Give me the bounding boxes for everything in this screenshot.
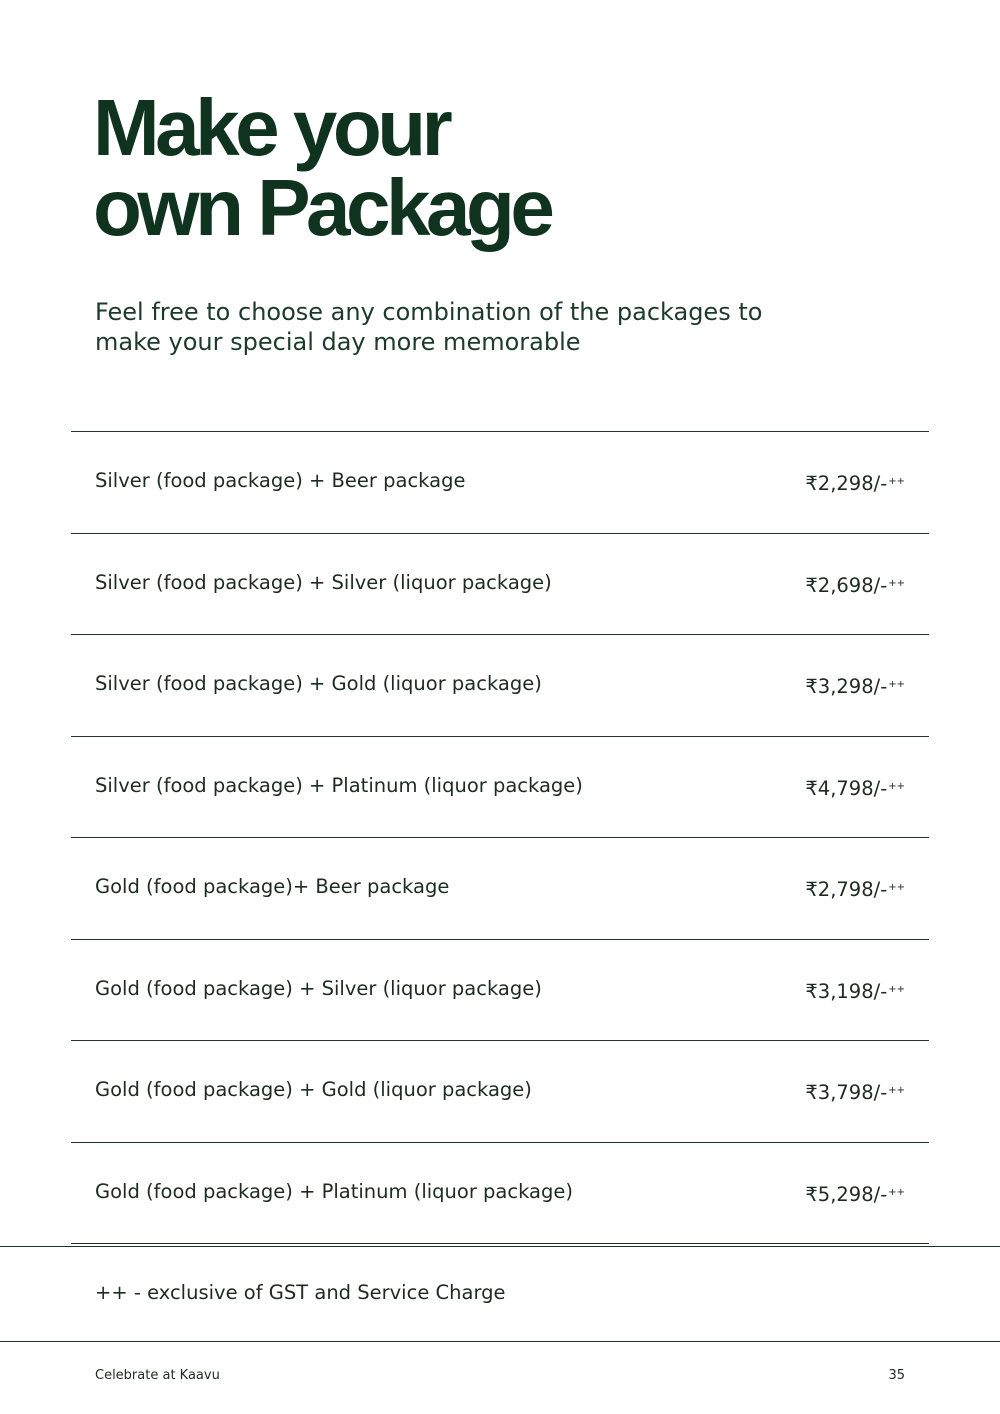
divider xyxy=(0,1341,1000,1342)
package-row xyxy=(71,737,929,839)
package-row xyxy=(71,1041,929,1143)
package-price: ₹3,298/-++ xyxy=(805,675,905,698)
package-price: ₹5,298/-++ xyxy=(805,1182,905,1206)
package-label: Silver (food package) + Gold (liquor package) xyxy=(95,672,542,695)
package-label: Silver (food package) + Beer package xyxy=(95,469,466,492)
package-label: Silver (food package) + Silver (liquor package) xyxy=(95,570,552,594)
package-label: Gold (food package) + Gold (liquor package) xyxy=(95,1078,532,1101)
package-row xyxy=(71,635,929,737)
price-suffix: ++ xyxy=(888,1186,905,1198)
divider xyxy=(0,1246,1000,1247)
price-suffix: ++ xyxy=(888,1085,905,1096)
package-label: Gold (food package) + Platinum (liquor package) xyxy=(95,1179,573,1203)
tax-note: ++ - exclusive of GST and Service Charge xyxy=(95,1281,506,1304)
page-title-line-1: Make your xyxy=(93,83,449,172)
intro-line-1: Feel free to choose any combination of the packages to xyxy=(95,298,763,326)
package-row xyxy=(71,838,929,940)
package-row xyxy=(71,534,929,636)
package-label: Silver (food package) + Platinum (liquor package) xyxy=(95,773,583,797)
package-price: ₹3,798/-++ xyxy=(805,1081,905,1104)
package-price: ₹2,698/-++ xyxy=(805,573,905,597)
page-number: 35 xyxy=(888,1368,905,1383)
price-suffix: ++ xyxy=(888,577,905,589)
package-table xyxy=(71,431,929,1244)
intro-line-2: make your special day more memorable xyxy=(95,328,581,356)
package-row xyxy=(71,1143,929,1245)
package-row xyxy=(71,940,929,1042)
price-suffix: ++ xyxy=(888,780,905,792)
package-price: ₹2,298/-++ xyxy=(805,472,905,495)
package-price: ₹4,798/-++ xyxy=(805,776,905,800)
package-price: ₹2,798/-++ xyxy=(805,878,905,901)
page-title xyxy=(93,83,551,252)
price-suffix: ++ xyxy=(888,679,905,690)
intro-text xyxy=(95,297,815,357)
package-row xyxy=(71,432,929,534)
page-title-line-2: own Package xyxy=(93,163,551,252)
package-price: ₹3,198/-++ xyxy=(805,979,905,1003)
package-label: Gold (food package) + Silver (liquor package) xyxy=(95,976,542,1000)
price-suffix: ++ xyxy=(888,476,905,487)
price-suffix: ++ xyxy=(888,983,905,995)
package-label: Gold (food package)+ Beer package xyxy=(95,875,450,898)
footer-brand: Celebrate at Kaavu xyxy=(95,1368,220,1383)
price-suffix: ++ xyxy=(888,882,905,893)
